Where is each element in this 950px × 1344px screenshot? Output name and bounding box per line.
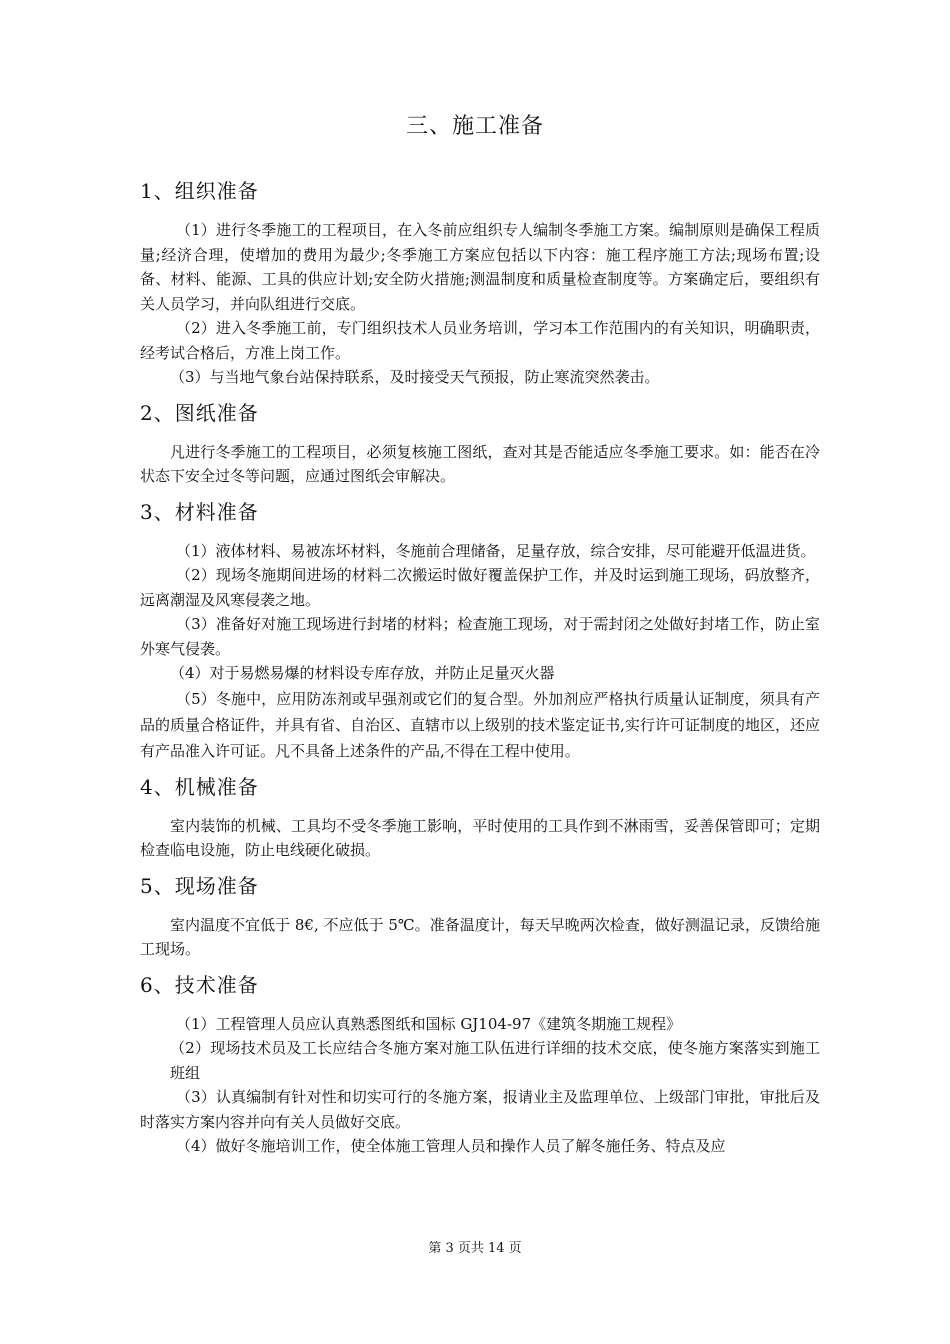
- paragraph: （5）冬施中，应用防冻剂或早强剂或它们的复合型。外加剂应严格执行质量认证制度，须具有产品的质量合格证件，并具有省、自治区、直辖市以上级别的技术鉴定证书,实行许可证制度的地区，还应有产品准入许可证。凡不具备上述条件的产品,不得在工程中使用。: [140, 689, 820, 760]
- paragraph: （1）工程管理人员应认真熟悉图纸和国标 GJ104-97《建筑冬期施工规程》: [176, 1014, 682, 1033]
- paragraph: （3）与当地气象台站保持联系，及时接受天气预报，防止寒流突然袭击。: [170, 368, 660, 386]
- paragraph: （3）认真编制有针对性和切实可行的冬施方案，报请业主及监理单位、上级部门审批，审批后及时落实方案内容并向有关人员做好交底。: [140, 1088, 820, 1131]
- section-drawings: [140, 398, 820, 489]
- section-organization: [140, 176, 820, 390]
- section-heading: 2、图纸准备: [140, 400, 259, 425]
- section-heading: 3、材料准备: [140, 499, 259, 524]
- section-heading: 4、机械准备: [140, 774, 259, 799]
- paragraph: （4）做好冬施培训工作，使全体施工管理人员和操作人员了解冬施任务、特点及应: [176, 1137, 726, 1155]
- section-heading: 6、技术准备: [140, 972, 259, 997]
- paragraph: （3）准备好对施工现场进行封堵的材料；检查施工现场，对于需封闭之处做好封堵工作，防止室外寒气侵袭。: [140, 615, 820, 658]
- section-heading: 5、现场准备: [140, 873, 259, 898]
- section-heading: 1、组织准备: [140, 179, 259, 203]
- page-title: 三、施工准备: [405, 114, 544, 139]
- section-machinery: [140, 772, 820, 863]
- paragraph: （2）进入冬季施工前，专门组织技术人员业务培训，学习本工作范围内的有关知识，明确职责，经考试合格后，方准上岗工作。: [140, 319, 820, 362]
- paragraph: （2）现场冬施期间进场的材料二次搬运时做好覆盖保护工作，并及时运到施工现场，码放整齐，远离潮湿及风寒侵袭之地。: [140, 566, 820, 609]
- paragraph: （4）对于易燃易爆的材料设专库存放，并防止足量灭火器: [170, 664, 555, 682]
- paragraph: （1）液体材料、易被冻坏材料，冬施前合理储备，足量存放，综合安排，尽可能避开低温进货。: [176, 541, 816, 560]
- paragraph: 室内温度不宜低于 8€, 不应低于 5℃。准备温度计，每天早晚两次检查，做好测温记录，反馈给施工现场。: [140, 915, 820, 958]
- paragraph: 凡进行冬季施工的工程项目，必须复核施工图纸，查对其是否能适应冬季施工要求。如：能否在冷状态下安全过冬等问题，应通过图纸会审解决。: [140, 442, 820, 485]
- section-materials: [140, 497, 820, 764]
- section-site: [140, 871, 820, 962]
- paragraph: （2）现场技术员及工长应结合冬施方案对施工队伍进行详细的技术交底，使冬施方案落实到施工班组: [170, 1039, 820, 1082]
- document-body: [140, 176, 820, 1167]
- paragraph: 室内装饰的机械、工具均不受冬季施工影响，平时使用的工具作到不淋雨雪，妥善保管即可；定期检查临电设施，防止电线硬化破损。: [140, 816, 820, 859]
- page-footer: 第 3 页共 14 页: [428, 1241, 522, 1256]
- section-technical: [140, 970, 820, 1159]
- paragraph: （1）进行冬季施工的工程项目，在入冬前应组织专人编制冬季施工方案。编制原则是确保工程质量;经济合理，使增加的费用为最少;冬季施工方案应包括以下内容：施工程序施工方法;现场布置;设备、材料、能源、工具的供应计划;安全防火措施;测温制度和质量检查制度等。方案确定后，要组织有关人员学习，并向队组进行交底。: [140, 221, 820, 313]
